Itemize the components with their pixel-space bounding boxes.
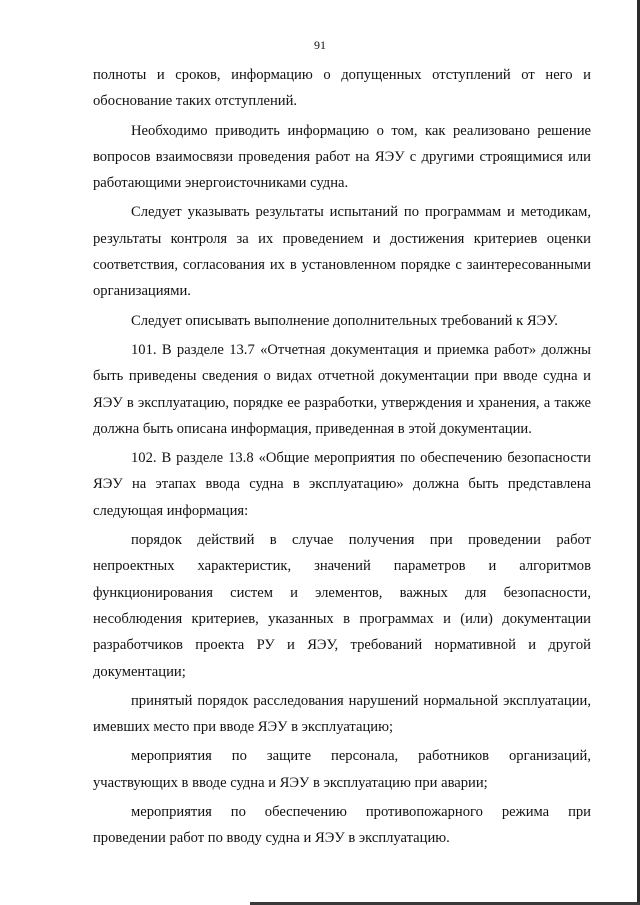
list-item-investigation: принятый порядок расследования нарушений нормальной эксплуатации, имевших место при вводе ЯЭУ в эксплуатацию; (93, 692, 591, 736)
paragraph-continuation: полноты и сроков, информацию о допущенных отступлений от него и обоснование таких отступлений. (93, 67, 591, 110)
paragraph-test-results: Следует указывать результаты испытаний по программам и методикам, результаты контроля за их проведением и достижения критериев оценки соответствия, согласования их в установленном порядке с заинтересованными организациями. (93, 204, 591, 300)
document-body (93, 62, 591, 852)
paragraph-interconnection: Необходимо приводить информацию о том, как реализовано решение вопросов взаимосвязи проведения работ на ЯЭУ с другими строящимися или работающими энергоисточниками судна. (93, 122, 591, 192)
list-item-procedure: порядок действий в случае получения при проведении работ непроектных характеристик, значений параметров и алгоритмов функционирования систем и элементов, важных для безопасности, несоблюдения критериев, указанных в программах и (или) документации разработчиков проекта РУ и ЯЭУ, требований нормативной и другой документации; (93, 532, 591, 680)
paragraph-101: 101. В разделе 13.7 «Отчетная документация и приемка работ» должны быть приведены сведения о видах отчетной документации при вводе судна и ЯЭУ в эксплуатацию, порядке ее разработки, утверждения и хранения, а также должна быть описана информация, приведенная в этой документации. (93, 341, 591, 437)
list-item-personnel-protection: мероприятия по защите персонала, работников организаций, участвующих в вводе судна и ЯЭУ в эксплуатацию при аварии; (93, 748, 591, 791)
paragraph-additional-requirements: Следует описывать выполнение дополнительных требований к ЯЭУ. (131, 312, 558, 329)
list-item-fire-safety: мероприятия по обеспечению противопожарного режима при проведении работ по вводу судна и ЯЭУ в эксплуатацию. (93, 804, 591, 847)
paragraph-102: 102. В разделе 13.8 «Общие мероприятия по обеспечению безопасности ЯЭУ на этапах ввода судна в эксплуатацию» должна быть представлена следующая информация: (93, 450, 591, 519)
page-number: 91 (314, 38, 326, 52)
